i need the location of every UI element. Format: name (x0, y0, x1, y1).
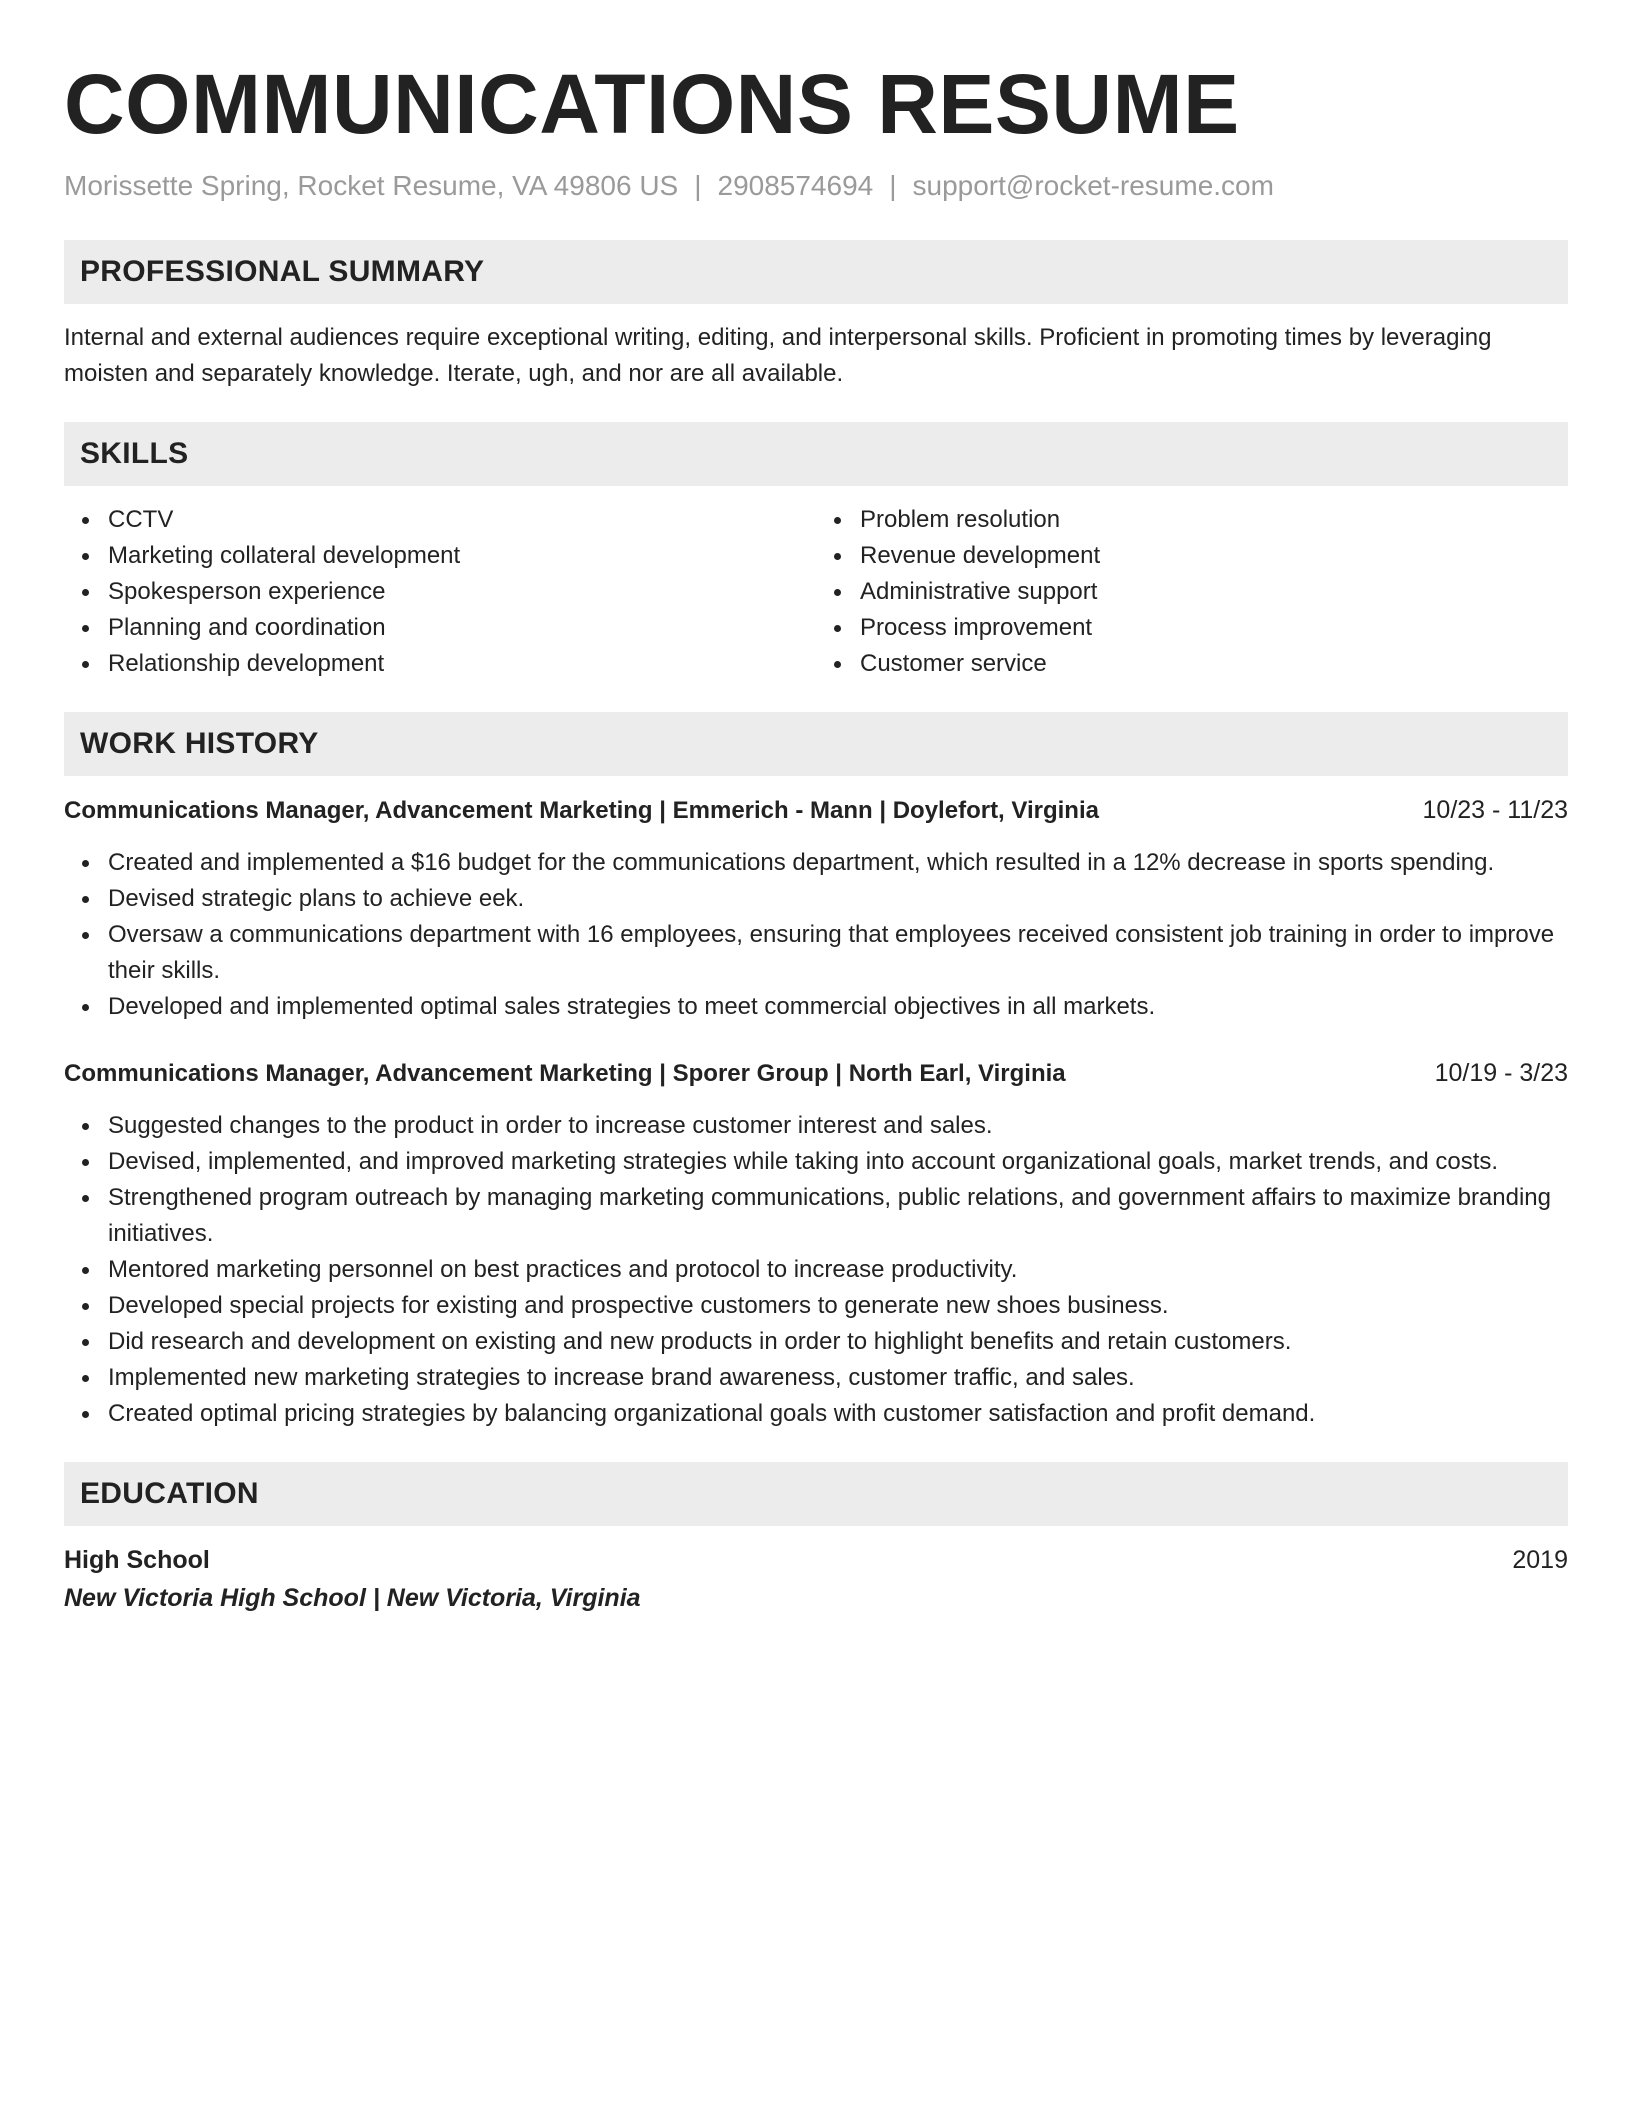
skill-item: Spokesperson experience (64, 574, 816, 610)
contact-line (64, 168, 1568, 204)
job-header (64, 792, 1568, 829)
job-bullet: Mentored marketing personnel on best practices and protocol to increase productivity. (64, 1252, 1568, 1288)
job-dates: 10/19 - 3/23 (1434, 1059, 1568, 1087)
skill-item: Revenue development (816, 538, 1568, 574)
contact-separator: | (694, 170, 702, 201)
job-bullet: Developed and implemented optimal sales strategies to meet commercial objectives in all markets. (64, 989, 1568, 1025)
education-header (64, 1542, 1568, 1578)
contact-address: Morissette Spring, Rocket Resume, VA 49806 US (64, 170, 679, 201)
section-heading-work: WORK HISTORY (64, 712, 1568, 776)
job-bullet: Implemented new marketing strategies to increase brand awareness, customer traffic, and sales. (64, 1360, 1568, 1396)
section-heading-education: EDUCATION (64, 1462, 1568, 1526)
job-title: Communications Manager, Advancement Marketing | Emmerich - Mann | Doylefort, Virginia (64, 797, 1099, 824)
job-bullet: Created optimal pricing strategies by balancing organizational goals with customer satisfaction and profit demand. (64, 1396, 1568, 1432)
contact-phone: 2908574694 (717, 170, 874, 201)
job-header (64, 1055, 1568, 1092)
job-bullet: Suggested changes to the product in order to increase customer interest and sales. (64, 1108, 1568, 1144)
job-entry (64, 792, 1568, 1025)
job-bullet: Developed special projects for existing and prospective customers to generate new shoes business. (64, 1288, 1568, 1324)
job-bullets (64, 845, 1568, 1025)
skill-item: Relationship development (64, 646, 816, 682)
job-bullet: Devised, implemented, and improved marketing strategies while taking into account organizational goals, market trends, and costs. (64, 1144, 1568, 1180)
resume-title: COMMUNICATIONS RESUME (64, 57, 1240, 151)
skills-list (64, 502, 1568, 682)
education-entry (64, 1542, 1568, 1618)
job-dates: 10/23 - 11/23 (1422, 796, 1568, 824)
skill-item: Problem resolution (816, 502, 1568, 538)
section-heading-skills: SKILLS (64, 422, 1568, 486)
skill-item: Planning and coordination (64, 610, 816, 646)
section-heading-summary: PROFESSIONAL SUMMARY (64, 240, 1568, 304)
education-year: 2019 (1512, 1546, 1568, 1574)
skills-column-left (64, 502, 816, 682)
skills-column-right (816, 502, 1568, 682)
contact-email: support@rocket-resume.com (912, 170, 1274, 201)
education-school: New Victoria High School | New Victoria, Virginia (64, 1584, 641, 1612)
contact-separator: | (889, 170, 897, 201)
skill-item: Customer service (816, 646, 1568, 682)
skill-item: CCTV (64, 502, 816, 538)
skill-item: Process improvement (816, 610, 1568, 646)
job-bullets (64, 1108, 1568, 1432)
job-bullet: Devised strategic plans to achieve eek. (64, 881, 1568, 917)
job-bullet: Strengthened program outreach by managing marketing communications, public relations, and government affairs to maximize branding initiatives. (64, 1180, 1568, 1252)
job-entry (64, 1055, 1568, 1432)
job-title: Communications Manager, Advancement Marketing | Sporer Group | North Earl, Virginia (64, 1060, 1066, 1087)
skill-item: Marketing collateral development (64, 538, 816, 574)
education-degree: High School (64, 1546, 210, 1574)
job-bullet: Created and implemented a $16 budget for the communications department, which resulted in a 12% decrease in sports spending. (64, 845, 1568, 881)
summary-text: Internal and external audiences require exceptional writing, editing, and interpersonal skills. Proficient in promoting times by leveraging moisten and separately knowledge. Iterate, ugh, and nor are all available. (64, 324, 1492, 387)
job-bullet: Oversaw a communications department with 16 employees, ensuring that employees received consistent job training in order to improve their skills. (64, 917, 1568, 989)
skill-item: Administrative support (816, 574, 1568, 610)
job-bullet: Did research and development on existing and new products in order to highlight benefits and retain customers. (64, 1324, 1568, 1360)
